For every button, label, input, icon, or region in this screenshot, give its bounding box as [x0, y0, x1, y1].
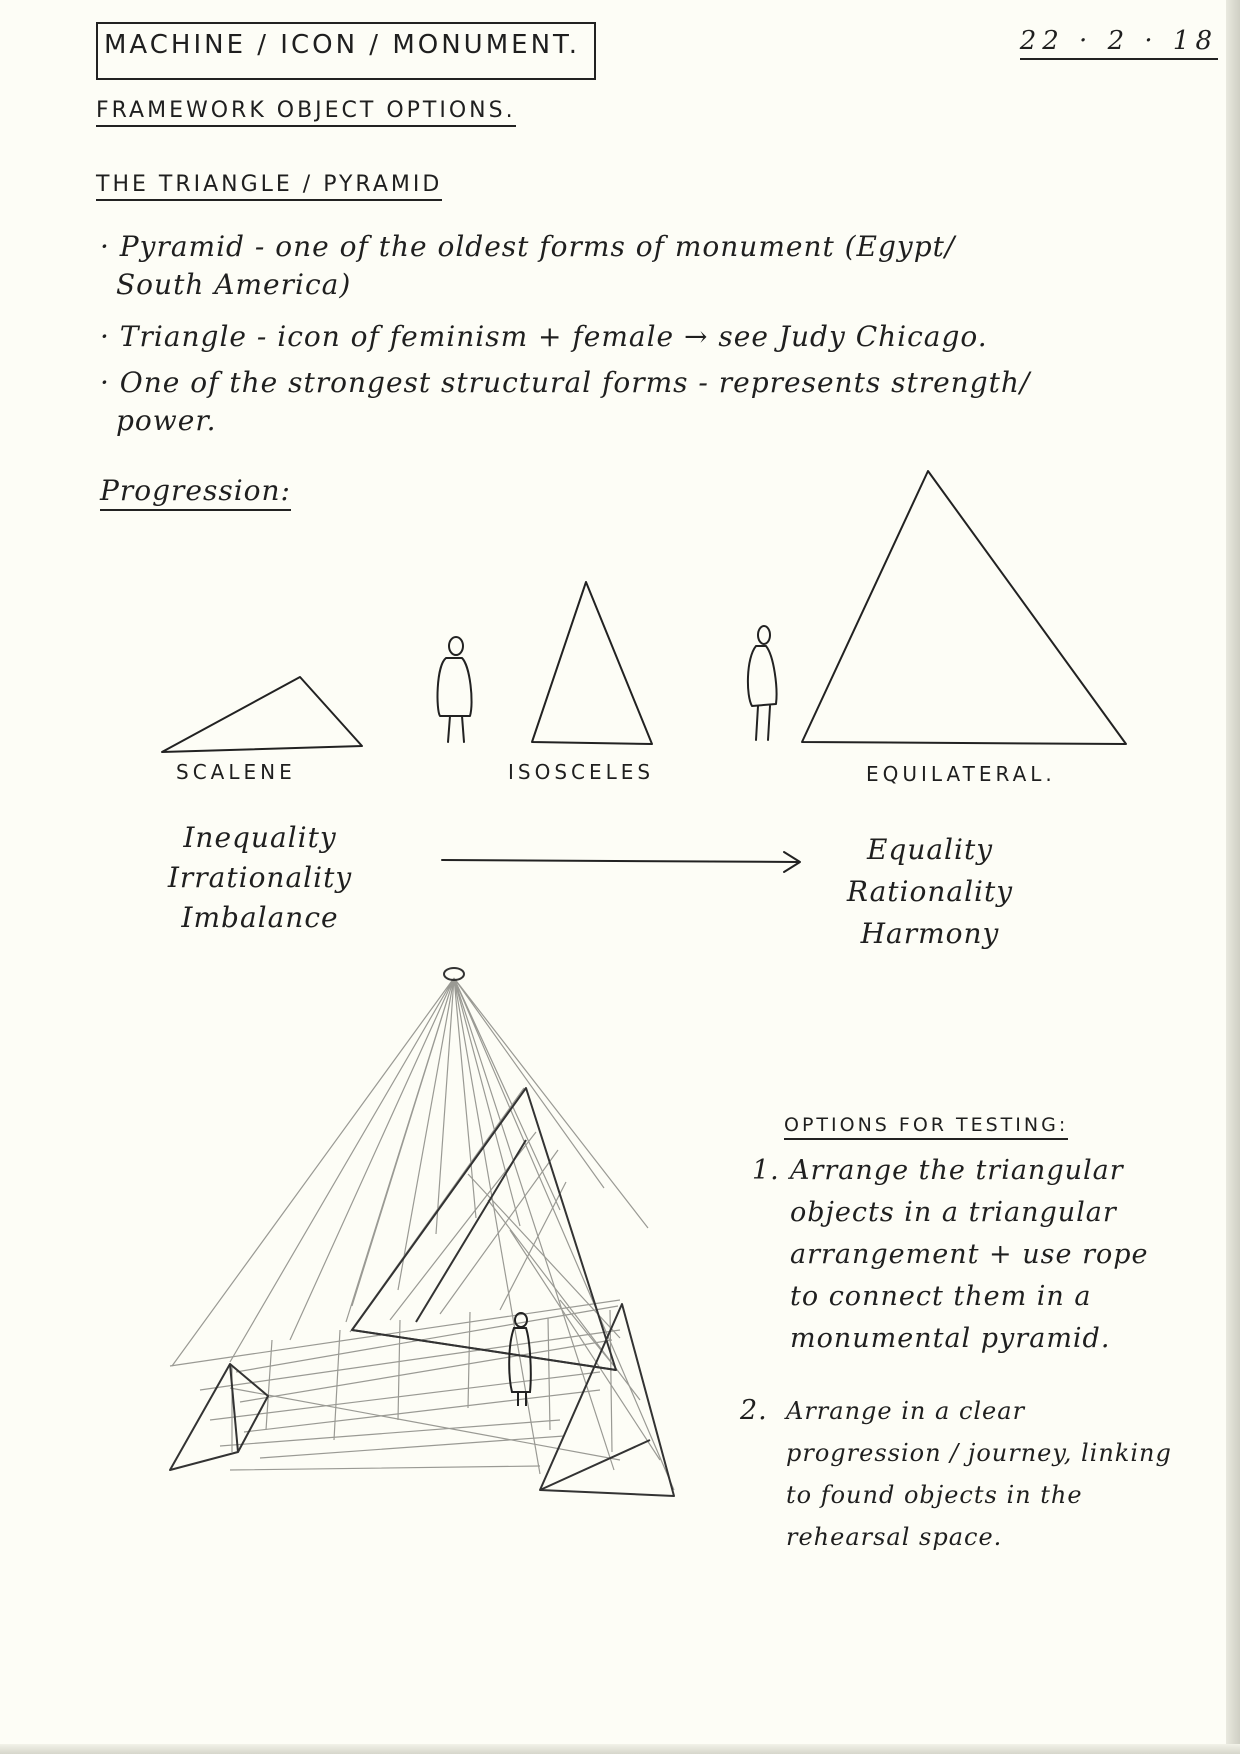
option-1-line3: arrangement + use rope — [790, 1239, 1149, 1270]
word-equality: Equality — [866, 833, 994, 866]
bullet-strength-line1: · One of the strongest structural forms - represents strength/ — [100, 366, 1031, 399]
word-harmony: Harmony — [860, 917, 1000, 950]
options-heading: OPTIONS FOR TESTING: — [784, 1114, 1068, 1140]
option-1-line5: monumental pyramid. — [790, 1323, 1111, 1354]
word-irrationality: Irrationality — [167, 861, 353, 894]
option-2-line2: progression / journey, linking — [786, 1439, 1172, 1467]
page-date: 22 · 2 · 18 — [1020, 26, 1218, 60]
progression-arrow — [442, 852, 800, 872]
rope-triangle-left — [170, 1364, 268, 1470]
label-scalene: SCALENE — [176, 760, 296, 784]
bullet-pyramid-line1: · Pyramid - one of the oldest forms of monument (Egypt/ — [100, 230, 956, 263]
framework-heading: FRAMEWORK OBJECT OPTIONS. — [96, 98, 516, 127]
option-1-line1: Arrange the triangular — [790, 1155, 1124, 1186]
option-2-line1: Arrange in a clear — [786, 1397, 1026, 1425]
bullet-triangle-line1: · Triangle - icon of feminism + female → see Judy Chicago. — [100, 320, 988, 353]
triangle-heading: THE TRIANGLE / PYRAMID — [96, 172, 442, 201]
rope-triangle-top — [352, 1088, 616, 1370]
label-isosceles: ISOSCELES — [508, 760, 655, 784]
isosceles-triangle — [532, 582, 652, 744]
option-1-number: 1. — [752, 1155, 780, 1186]
word-imbalance: Imbalance — [181, 901, 339, 934]
human-figure-1 — [438, 637, 472, 742]
option-1-line2: objects in a triangular — [790, 1197, 1117, 1228]
human-figure-2 — [748, 626, 777, 740]
scalene-triangle — [162, 677, 362, 752]
word-inequality: Inequality — [183, 821, 337, 854]
bullet-pyramid-line2: South America) — [116, 268, 352, 301]
bullet-strength-line2: power. — [116, 404, 217, 437]
label-equilateral: EQUILATERAL. — [866, 762, 1056, 786]
page-title: MACHINE / ICON / MONUMENT. — [104, 30, 581, 60]
word-rationality: Rationality — [846, 875, 1014, 908]
pyramid-rope-sketch — [170, 968, 674, 1496]
option-2-line4: rehearsal space. — [786, 1523, 1003, 1551]
option-2-number: 2. — [740, 1395, 768, 1426]
option-2-line3: to found objects in the — [786, 1481, 1083, 1509]
progression-heading: Progression: — [100, 474, 291, 511]
option-1-line4: to connect them in a — [790, 1281, 1092, 1312]
equilateral-triangle — [802, 471, 1126, 744]
